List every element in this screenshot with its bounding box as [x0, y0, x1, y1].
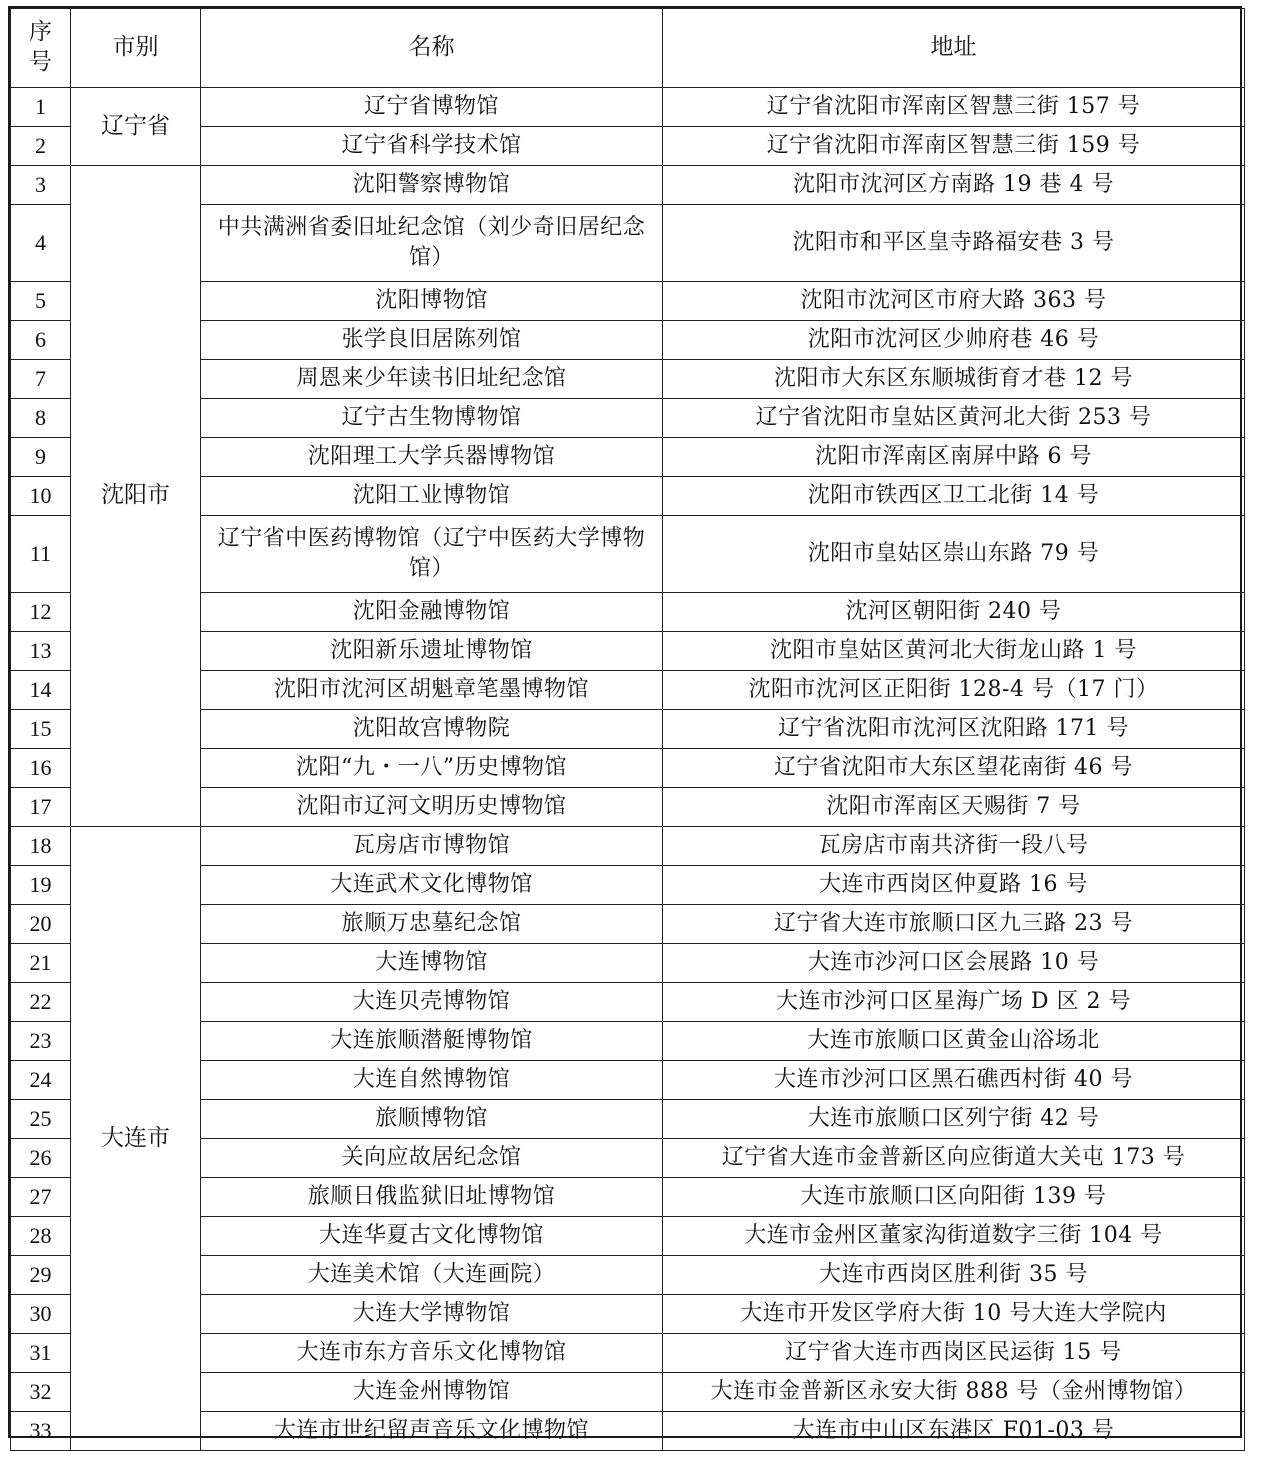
museum-name: 大连旅顺潜艇博物馆: [201, 1022, 663, 1061]
museum-name: 大连华夏古文化博物馆: [201, 1217, 663, 1256]
museum-name: 沈阳金融博物馆: [201, 593, 663, 632]
museum-name: 沈阳市辽河文明历史博物馆: [201, 788, 663, 827]
row-number: 22: [11, 983, 71, 1022]
museum-name: 瓦房店市博物馆: [201, 827, 663, 866]
museum-name: 中共满洲省委旧址纪念馆（刘少奇旧居纪念馆）: [201, 205, 663, 282]
museum-name: 旅顺博物馆: [201, 1100, 663, 1139]
row-number: 11: [11, 516, 71, 593]
museum-address: 沈阳市沈河区少帅府巷 46 号: [663, 321, 1245, 360]
museum-address: 辽宁省沈阳市大东区望花南街 46 号: [663, 749, 1245, 788]
museum-address: 辽宁省大连市旅顺口区九三路 23 号: [663, 905, 1245, 944]
museum-address: 辽宁省沈阳市沈河区沈阳路 171 号: [663, 710, 1245, 749]
row-number: 23: [11, 1022, 71, 1061]
museum-list-sheet: [8, 6, 1242, 1444]
row-number: 9: [11, 438, 71, 477]
row-number: 26: [11, 1139, 71, 1178]
row-number: 32: [11, 1373, 71, 1412]
table-header: [11, 9, 1245, 88]
header-address: 地址: [663, 9, 1245, 88]
row-number: 18: [11, 827, 71, 866]
museum-address: 沈河区朝阳街 240 号: [663, 593, 1245, 632]
table-body: [11, 88, 1245, 1451]
row-number: 7: [11, 360, 71, 399]
museum-address: 沈阳市大东区东顺城街育才巷 12 号: [663, 360, 1245, 399]
museum-address: 沈阳市皇姑区黄河北大街龙山路 1 号: [663, 632, 1245, 671]
museum-address: 沈阳市沈河区市府大路 363 号: [663, 282, 1245, 321]
museum-name: 沈阳警察博物馆: [201, 166, 663, 205]
row-number: 30: [11, 1295, 71, 1334]
museum-address: 沈阳市皇姑区崇山东路 79 号: [663, 516, 1245, 593]
museum-name: 大连贝壳博物馆: [201, 983, 663, 1022]
museum-address: 大连市金州区董家沟街道数字三街 104 号: [663, 1217, 1245, 1256]
table-row: [11, 166, 1245, 205]
row-number: 24: [11, 1061, 71, 1100]
row-number: 10: [11, 477, 71, 516]
header-no-line1: 序: [29, 19, 52, 46]
row-number: 27: [11, 1178, 71, 1217]
museum-name: 大连市东方音乐文化博物馆: [201, 1334, 663, 1373]
museum-address: 大连市西岗区胜利街 35 号: [663, 1256, 1245, 1295]
row-number: 21: [11, 944, 71, 983]
table-row: [11, 827, 1245, 866]
museum-name: 旅顺万忠墓纪念馆: [201, 905, 663, 944]
museum-address: 大连市旅顺口区列宁街 42 号: [663, 1100, 1245, 1139]
museum-address: 大连市开发区学府大街 10 号大连大学院内: [663, 1295, 1245, 1334]
row-number: 4: [11, 205, 71, 282]
row-number: 19: [11, 866, 71, 905]
row-number: 15: [11, 710, 71, 749]
museum-name: 辽宁古生物博物馆: [201, 399, 663, 438]
row-number: 14: [11, 671, 71, 710]
row-number: 5: [11, 282, 71, 321]
museum-address: 辽宁省大连市西岗区民运街 15 号: [663, 1334, 1245, 1373]
row-number: 33: [11, 1412, 71, 1451]
museum-name: 大连金州博物馆: [201, 1373, 663, 1412]
museum-name: 关向应故居纪念馆: [201, 1139, 663, 1178]
museum-name: 大连大学博物馆: [201, 1295, 663, 1334]
museum-name: 周恩来少年读书旧址纪念馆: [201, 360, 663, 399]
table-row: [11, 88, 1245, 127]
row-number: 8: [11, 399, 71, 438]
museum-table: [10, 8, 1245, 1451]
row-number: 25: [11, 1100, 71, 1139]
museum-name: 辽宁省博物馆: [201, 88, 663, 127]
row-number: 17: [11, 788, 71, 827]
row-number: 6: [11, 321, 71, 360]
museum-name: 沈阳理工大学兵器博物馆: [201, 438, 663, 477]
museum-address: 沈阳市沈河区方南路 19 巷 4 号: [663, 166, 1245, 205]
header-no-line2: 号: [29, 49, 52, 75]
museum-name: 沈阳“九・一八”历史博物馆: [201, 749, 663, 788]
header-no: [11, 9, 71, 88]
museum-address: 大连市中山区东港区 F01-03 号: [663, 1412, 1245, 1451]
museum-address: 大连市沙河口区星海广场 D 区 2 号: [663, 983, 1245, 1022]
row-number: 20: [11, 905, 71, 944]
museum-name: 大连美术馆（大连画院）: [201, 1256, 663, 1295]
museum-name: 沈阳故宫博物院: [201, 710, 663, 749]
museum-address: 辽宁省沈阳市浑南区智慧三街 157 号: [663, 88, 1245, 127]
row-number: 28: [11, 1217, 71, 1256]
row-number: 1: [11, 88, 71, 127]
row-number: 13: [11, 632, 71, 671]
museum-address: 辽宁省沈阳市皇姑区黄河北大街 253 号: [663, 399, 1245, 438]
museum-name: 沈阳新乐遗址博物馆: [201, 632, 663, 671]
museum-name: 旅顺日俄监狱旧址博物馆: [201, 1178, 663, 1217]
museum-address: 沈阳市和平区皇寺路福安巷 3 号: [663, 205, 1245, 282]
museum-address: 沈阳市沈河区正阳街 128-4 号（17 门）: [663, 671, 1245, 710]
city-cell: 沈阳市: [71, 166, 201, 827]
header-city: 市别: [71, 9, 201, 88]
row-number: 31: [11, 1334, 71, 1373]
museum-name: 张学良旧居陈列馆: [201, 321, 663, 360]
museum-name: 沈阳工业博物馆: [201, 477, 663, 516]
row-number: 29: [11, 1256, 71, 1295]
museum-name: 沈阳博物馆: [201, 282, 663, 321]
museum-address: 大连市沙河口区会展路 10 号: [663, 944, 1245, 983]
row-number: 16: [11, 749, 71, 788]
city-cell: 大连市: [71, 827, 201, 1451]
museum-name: 大连博物馆: [201, 944, 663, 983]
museum-address: 沈阳市铁西区卫工北街 14 号: [663, 477, 1245, 516]
museum-address: 大连市旅顺口区黄金山浴场北: [663, 1022, 1245, 1061]
museum-address: 瓦房店市南共济街一段八号: [663, 827, 1245, 866]
museum-name: 辽宁省中医药博物馆（辽宁中医药大学博物馆）: [201, 516, 663, 593]
museum-name: 沈阳市沈河区胡魁章笔墨博物馆: [201, 671, 663, 710]
row-number: 12: [11, 593, 71, 632]
museum-address: 辽宁省沈阳市浑南区智慧三街 159 号: [663, 127, 1245, 166]
museum-address: 大连市西岗区仲夏路 16 号: [663, 866, 1245, 905]
row-number: 3: [11, 166, 71, 205]
museum-address: 大连市旅顺口区向阳街 139 号: [663, 1178, 1245, 1217]
museum-name: 辽宁省科学技术馆: [201, 127, 663, 166]
museum-name: 大连市世纪留声音乐文化博物馆: [201, 1412, 663, 1451]
header-name: 名称: [201, 9, 663, 88]
museum-name: 大连自然博物馆: [201, 1061, 663, 1100]
museum-name: 大连武术文化博物馆: [201, 866, 663, 905]
city-cell: 辽宁省: [71, 88, 201, 166]
museum-address: 辽宁省大连市金普新区向应街道大关屯 173 号: [663, 1139, 1245, 1178]
museum-address: 沈阳市浑南区天赐街 7 号: [663, 788, 1245, 827]
row-number: 2: [11, 127, 71, 166]
museum-address: 大连市金普新区永安大街 888 号（金州博物馆）: [663, 1373, 1245, 1412]
museum-address: 沈阳市浑南区南屏中路 6 号: [663, 438, 1245, 477]
museum-address: 大连市沙河口区黑石礁西村街 40 号: [663, 1061, 1245, 1100]
